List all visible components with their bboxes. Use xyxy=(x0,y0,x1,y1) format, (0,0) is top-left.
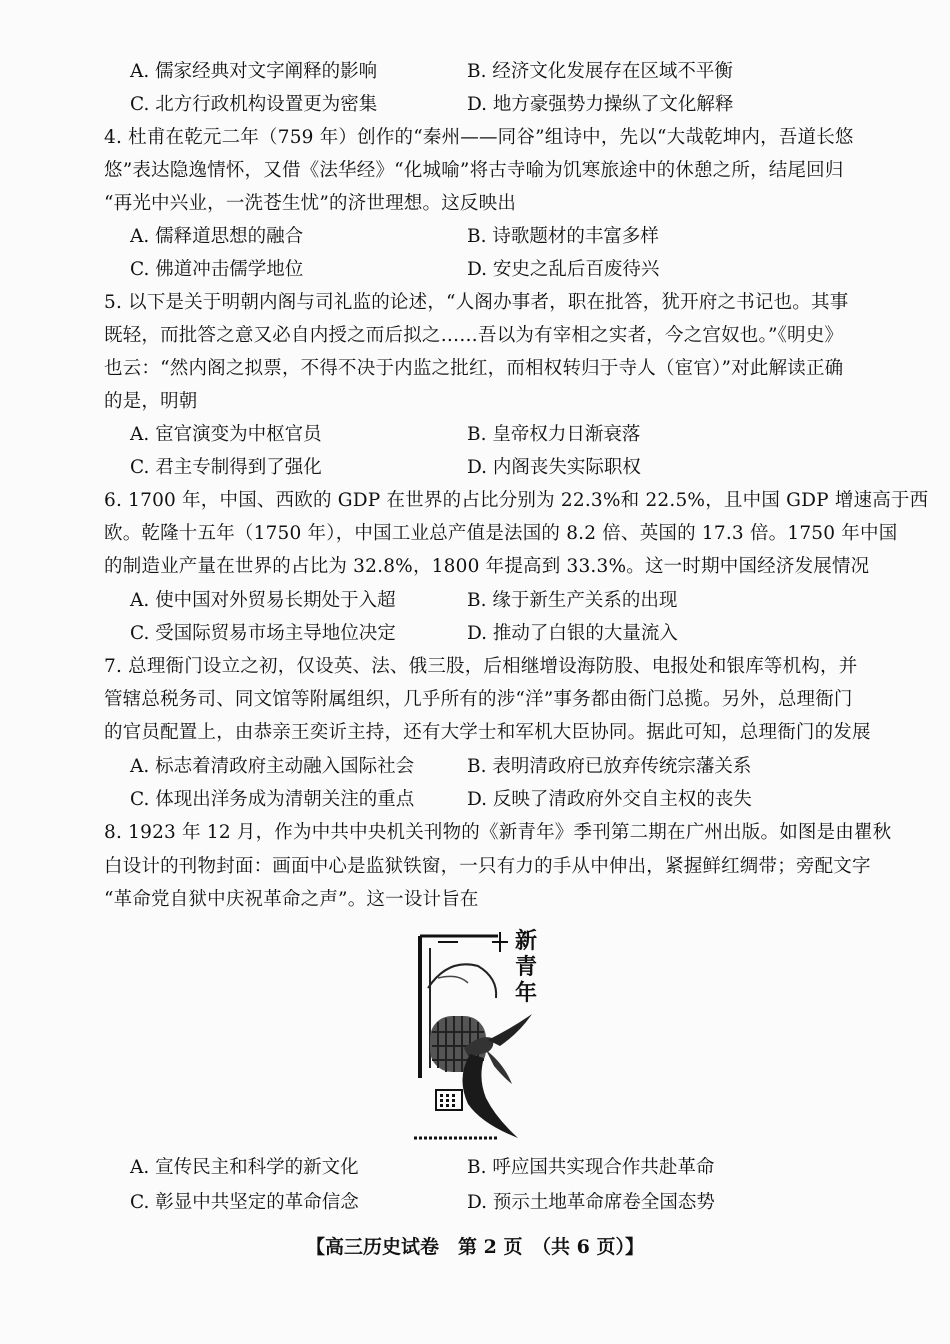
magazine-cover-illustration xyxy=(408,928,540,1144)
q7-option-a: A. 标志着清政府主动融入国际社会 xyxy=(130,756,415,777)
q8-option-d: D. 预示土地革命席卷全国态势 xyxy=(467,1192,715,1213)
q5-option-b: B. 皇帝权力日渐衰落 xyxy=(467,424,641,445)
q6-option-d: D. 推动了白银的大量流入 xyxy=(467,623,678,644)
q8-stem-line-3: “革命党自狱中庆祝革命之声”。这一设计旨在 xyxy=(104,889,479,910)
q4-option-b: B. 诗歌题材的丰富多样 xyxy=(467,226,659,247)
q7-stem-line-2: 管辖总税务司、同文馆等附属组织，几乎所有的涉“洋”事务都由衙门总揽。另外，总理衙门 xyxy=(104,689,853,710)
q6-stem-line-2: 欧。乾隆十五年（1750 年），中国工业总产值是法国的 8.2 倍、英国的 17.3 倍。1750 年中国 xyxy=(104,523,898,544)
q3-option-a: A. 儒家经典对文字阐释的影响 xyxy=(130,61,378,82)
q6-option-a: A. 使中国对外贸易长期处于入超 xyxy=(130,590,396,611)
q5-stem-line-3: 也云：“然内阁之拟票，不得不决于内监之批红，而相权转归于寺人（宦官）”对此解读正确 xyxy=(104,358,844,379)
q3-option-d: D. 地方豪强势力操纵了文化解释 xyxy=(467,94,734,115)
q4-stem-line-1: 4. 杜甫在乾元二年（759 年）创作的“秦州——同谷”组诗中，先以“大哉乾坤内，吾道长悠 xyxy=(104,127,854,148)
q4-stem-line-3: “再光中兴业，一洗苍生忧”的济世理想。这反映出 xyxy=(104,193,517,214)
q7-option-b: B. 表明清政府已放弃传统宗藩关系 xyxy=(467,756,752,777)
q5-stem-line-4: 的是，明朝 xyxy=(104,391,198,412)
cover-title-vertical: 新青年 xyxy=(514,928,537,1006)
q5-stem-line-2: 既轻，而批答之意又必自内授之而后拟之……吾以为有宰相之实者，今之宫奴也。”《明史》 xyxy=(104,325,844,346)
q3-option-b: B. 经济文化发展存在区域不平衡 xyxy=(467,61,733,82)
q7-stem-line-3: 的官员配置上，由恭亲王奕䜣主持，还有大学士和军机大臣协同。据此可知，总理衙门的发展 xyxy=(104,722,871,743)
q3-option-c: C. 北方行政机构设置更为密集 xyxy=(130,94,378,115)
q8-option-b: B. 呼应国共实现合作共赴革命 xyxy=(467,1157,715,1178)
q6-stem-line-3: 的制造业产量在世界的占比为 32.8%，1800 年提高到 33.3%。这一时期中国经济发展情况 xyxy=(104,556,870,577)
q4-option-a: A. 儒释道思想的融合 xyxy=(130,226,304,247)
q4-option-d: D. 安史之乱后百废待兴 xyxy=(467,259,660,280)
q7-option-c: C. 体现出洋务成为清朝关注的重点 xyxy=(130,789,415,810)
q8-option-c: C. 彰显中共坚定的革命信念 xyxy=(130,1192,359,1213)
q8-option-a: A. 宣传民主和科学的新文化 xyxy=(130,1157,359,1178)
q6-stem-line-1: 6. 1700 年，中国、西欧的 GDP 在世界的占比分别为 22.3%和 22.5%，且中国 GDP 增速高于西 xyxy=(104,490,929,511)
q5-option-d: D. 内阁丧失实际职权 xyxy=(467,457,641,478)
q8-stem-line-2: 白设计的刊物封面：画面中心是监狱铁窗，一只有力的手从中伸出，紧握鲜红绸带；旁配文字 xyxy=(104,856,871,877)
q7-option-d: D. 反映了清政府外交自主权的丧失 xyxy=(467,789,752,810)
q5-option-c: C. 君主专制得到了强化 xyxy=(130,457,322,478)
page-footer: 【高三历史试卷 第 2 页 （共 6 页）】 xyxy=(306,1236,644,1258)
q5-option-a: A. 宦官演变为中枢官员 xyxy=(130,424,322,445)
q6-option-b: B. 缘于新生产关系的出现 xyxy=(467,590,678,611)
q4-option-c: C. 佛道冲击儒学地位 xyxy=(130,259,304,280)
q6-option-c: C. 受国际贸易市场主导地位决定 xyxy=(130,623,396,644)
q8-stem-line-1: 8. 1923 年 12 月，作为中共中央机关刊物的《新青年》季刊第二期在广州出版。如图是由瞿秋 xyxy=(104,822,892,843)
q7-stem-line-1: 7. 总理衙门设立之初，仅设英、法、俄三股，后相继增设海防股、电报处和银库等机构，并 xyxy=(104,656,858,677)
q5-stem-line-1: 5. 以下是关于明朝内阁与司礼监的论述，“人阁办事者，职在批答，犹开府之书记也。其事 xyxy=(104,292,849,313)
q4-stem-line-2: 悠”表达隐逸情怀，又借《法华经》“化城喻”将古寺喻为饥寒旅途中的休憩之所，结尾回归 xyxy=(104,160,844,181)
